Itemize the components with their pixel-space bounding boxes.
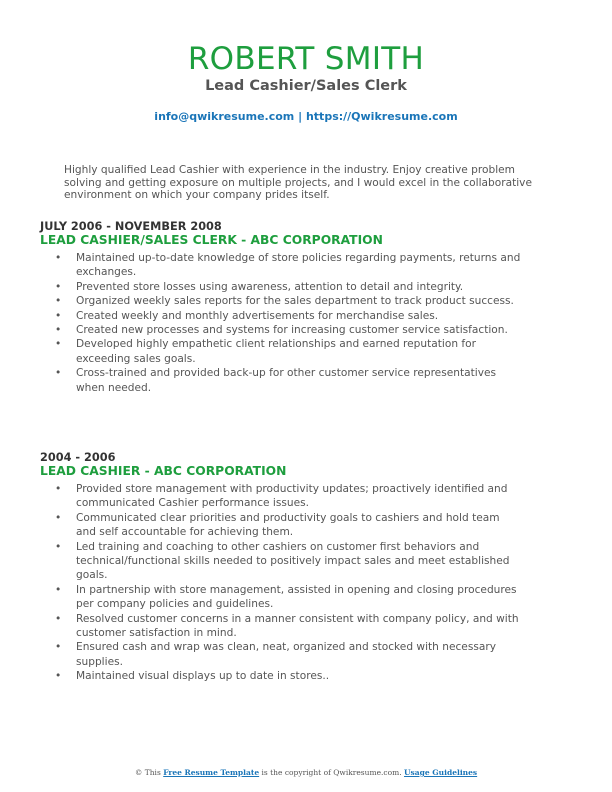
list-item: • Prevented store losses using awareness, attention to detail and integrity. [76,280,522,294]
list-item: • Organized weekly sales reports for the sales department to track product success. [76,294,522,308]
list-item: • Communicated clear priorities and productivity goals to cashiers and hold team and self accountable for achieving them. [76,511,522,540]
contact-separator: | [294,110,306,123]
job-dates: 2004 - 2006 [40,451,116,464]
list-item: • In partnership with store management, assisted in opening and closing procedures per company policies and guidelines. [76,583,522,612]
list-item: • Developed highly empathetic client relationships and earned reputation for exceeding sales goals. [76,337,522,366]
list-item: • Created new processes and systems for increasing customer service satisfaction. [76,323,522,337]
resume-title: Lead Cashier/Sales Clerk [205,78,407,94]
list-item: • Provided store management with productivity updates; proactively identified and communicated Cashier performance issues. [76,482,522,511]
footer-middle: is the copyright of Qwikresume.com. [261,768,402,777]
job-bullets [40,251,522,395]
job-entry [40,220,540,395]
usage-guidelines-link[interactable]: Usage Guidelines [404,768,478,777]
summary-paragraph: Highly qualified Lead Cashier with experience in the industry. Enjoy creative problem solving and getting exposure on multiple projects, and I would excel in the collaborative environment on which your company prides itself. [64,164,532,202]
footer-prefix: © This [134,768,161,777]
list-item: • Ensured cash and wrap was clean, neat, organized and stocked with necessary supplies. [76,640,522,669]
job-dates: JULY 2006 - NOVEMBER 2008 [40,220,222,233]
job-entry [40,451,540,684]
contact-line [0,110,612,124]
free-resume-template-link[interactable]: Free Resume Template [163,768,260,777]
email-link[interactable]: info@qwikresume.com [154,110,295,123]
list-item: • Maintained visual displays up to date in stores.. [76,669,522,683]
list-item: • Led training and coaching to other cashiers on customer first behaviors and technical/functional skills needed to positively impact sales and meet established goals. [76,540,522,583]
list-item: • Created weekly and monthly advertisements for merchandise sales. [76,309,522,323]
website-link[interactable]: https://Qwikresume.com [305,110,458,123]
job-title: LEAD CASHIER/SALES CLERK - ABC CORPORATION [40,233,383,247]
resume-name: ROBERT SMITH [187,41,425,77]
footer [0,768,612,778]
job-bullets [40,482,522,684]
list-item: • Cross-trained and provided back-up for other customer service representatives when needed. [76,366,522,395]
list-item: • Resolved customer concerns in a manner consistent with company policy, and with customer satisfaction in mind. [76,612,522,641]
list-item: • Maintained up-to-date knowledge of store policies regarding payments, returns and exchanges. [76,251,522,280]
job-title: LEAD CASHIER - ABC CORPORATION [40,464,287,478]
